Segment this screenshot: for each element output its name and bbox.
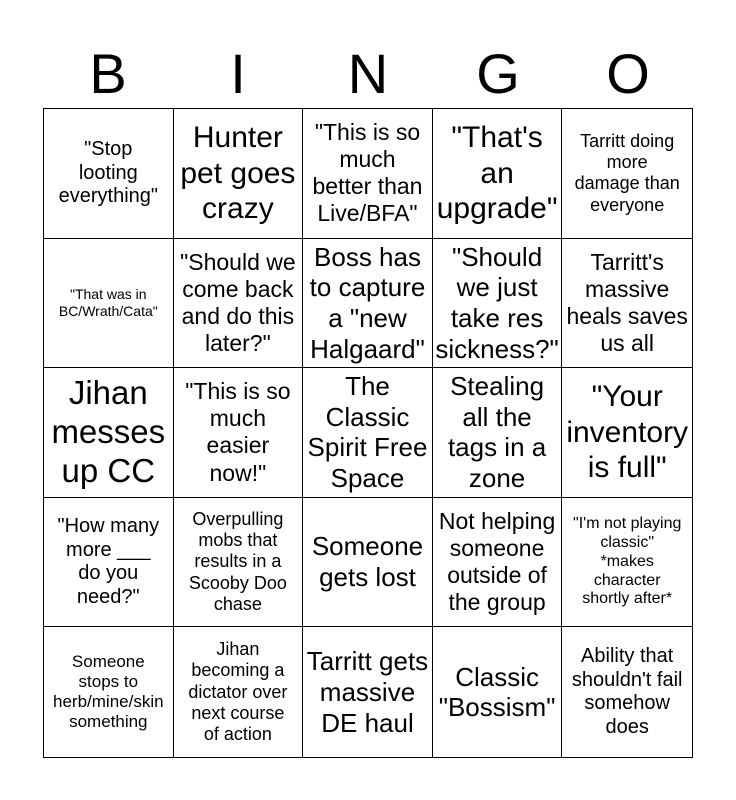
bingo-grid bbox=[43, 108, 693, 758]
bingo-cell[interactable] bbox=[174, 368, 304, 498]
cell-text: Tarritt gets massive DE haul bbox=[306, 646, 429, 738]
header-letter-g: G bbox=[476, 42, 520, 105]
bingo-cell[interactable] bbox=[303, 109, 433, 239]
bingo-cell[interactable] bbox=[174, 627, 304, 757]
bingo-cell[interactable] bbox=[303, 239, 433, 369]
bingo-cell[interactable] bbox=[174, 498, 304, 628]
header-letter-n: N bbox=[347, 42, 389, 105]
cell-text: "Should we just take res sickness?" bbox=[435, 241, 559, 364]
cell-text: "This is so much better than Live/BFA" bbox=[312, 119, 423, 227]
cell-text: Someone stops to herb/mine/skin something bbox=[53, 652, 164, 732]
cell-text: Overpulling mobs that results in a Scooby Doo chase bbox=[188, 509, 287, 614]
bingo-cell[interactable] bbox=[433, 109, 563, 239]
bingo-cell[interactable] bbox=[174, 239, 304, 369]
cell-text: Jihan messes up CC bbox=[51, 374, 166, 489]
bingo-cell[interactable] bbox=[44, 109, 174, 239]
bingo-header bbox=[43, 38, 693, 110]
bingo-cell[interactable] bbox=[44, 368, 174, 498]
cell-text: "Stop looting everything" bbox=[58, 137, 158, 208]
bingo-cell[interactable] bbox=[562, 109, 692, 239]
header-letter-i: I bbox=[230, 42, 246, 105]
cell-text: Tarritt doing more damage than everyone bbox=[574, 130, 680, 215]
cell-text: "That was in BC/Wrath/Cata" bbox=[58, 286, 158, 319]
cell-text: Boss has to capture a "new Halgaard" bbox=[309, 241, 426, 364]
cell-text: Someone gets lost bbox=[311, 531, 424, 593]
cell-text: The Classic Spirit Free Space bbox=[307, 371, 428, 494]
cell-text: "Should we come back and do this later?" bbox=[180, 248, 296, 357]
bingo-cell[interactable] bbox=[44, 239, 174, 369]
bingo-cell[interactable] bbox=[303, 627, 433, 757]
cell-text: "How many more ___ do you need?" bbox=[57, 514, 160, 608]
bingo-cell[interactable] bbox=[562, 368, 692, 498]
cell-text: "Your inventory is full" bbox=[566, 380, 689, 485]
bingo-cell[interactable] bbox=[433, 498, 563, 628]
bingo-cell[interactable] bbox=[433, 368, 563, 498]
cell-text: Ability that shouldn't fail somehow does bbox=[571, 645, 683, 738]
bingo-cell[interactable] bbox=[303, 498, 433, 628]
bingo-cell[interactable] bbox=[433, 627, 563, 757]
header-letter-b: B bbox=[89, 42, 127, 105]
cell-text: Tarritt's massive heals saves us all bbox=[566, 248, 688, 357]
bingo-cell[interactable] bbox=[44, 498, 174, 628]
cell-text: "This is so much easier now!" bbox=[185, 378, 291, 486]
bingo-cell[interactable] bbox=[303, 368, 433, 498]
bingo-cell[interactable] bbox=[174, 109, 304, 239]
cell-text: "I'm not playing classic" *makes character shortly after* bbox=[573, 514, 682, 608]
bingo-cell[interactable] bbox=[562, 627, 692, 757]
bingo-cell[interactable] bbox=[562, 498, 692, 628]
cell-text: Jihan becoming a dictator over next course of action bbox=[188, 639, 288, 745]
bingo-cell[interactable] bbox=[433, 239, 563, 369]
cell-text: Stealing all the tags in a zone bbox=[447, 371, 547, 494]
bingo-cell[interactable] bbox=[562, 239, 692, 369]
header-letter-o: O bbox=[606, 42, 650, 105]
bingo-cell[interactable] bbox=[44, 627, 174, 757]
cell-text: Classic "Bossism" bbox=[438, 661, 556, 723]
cell-text: Not helping someone outside of the group bbox=[438, 507, 556, 616]
cell-text: Hunter pet goes crazy bbox=[180, 121, 296, 225]
cell-text: "That's an upgrade" bbox=[436, 121, 558, 225]
